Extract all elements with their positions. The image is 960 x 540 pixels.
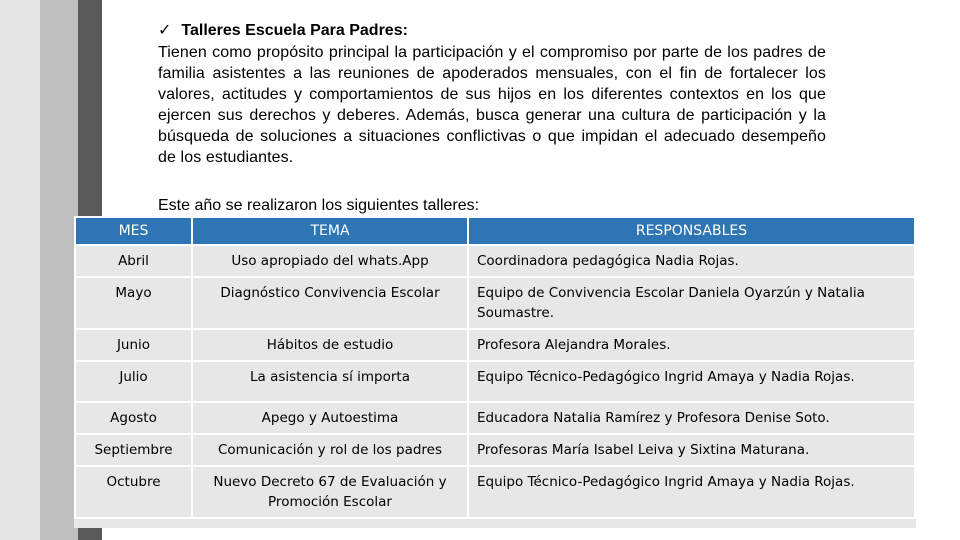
- cell-responsables: Equipo Técnico-Pedagógico Ingrid Amaya y Nadia Rojas.: [468, 466, 915, 518]
- decorative-stripe-light: [0, 0, 40, 540]
- table-row: [75, 434, 915, 466]
- heading-title: Talleres Escuela Para Padres:: [181, 22, 408, 39]
- cell-responsables: Equipo Técnico-Pedagógico Ingrid Amaya y Nadia Rojas.: [468, 361, 915, 402]
- header-responsables: RESPONSABLES: [468, 217, 915, 245]
- cell-mes: Julio: [75, 361, 192, 402]
- table-row: [75, 466, 915, 518]
- cell-tema: Comunicación y rol de los padres: [192, 434, 468, 466]
- cell-tema: Diagnóstico Convivencia Escolar: [192, 277, 468, 329]
- cell-tema: Uso apropiado del whats.App: [192, 245, 468, 277]
- cell-tema: Nuevo Decreto 67 de Evaluación y Promoción Escolar: [192, 466, 468, 518]
- cell-mes: Octubre: [75, 466, 192, 518]
- section-heading: [158, 20, 826, 42]
- table-header-row: [75, 217, 915, 245]
- header-tema: TEMA: [192, 217, 468, 245]
- cell-mes: Mayo: [75, 277, 192, 329]
- cell-tema: La asistencia sí importa: [192, 361, 468, 402]
- table-row: [75, 329, 915, 361]
- cell-mes: Abril: [75, 245, 192, 277]
- cell-responsables: Profesora Alejandra Morales.: [468, 329, 915, 361]
- table-row: [75, 245, 915, 277]
- cell-mes: Septiembre: [75, 434, 192, 466]
- cell-responsables: Coordinadora pedagógica Nadia Rojas.: [468, 245, 915, 277]
- workshops-table: [74, 216, 916, 519]
- text-block: [158, 20, 826, 168]
- checkmark-icon: ✓: [158, 22, 172, 39]
- workshops-table-container: [74, 216, 916, 528]
- intro-text: Este año se realizaron los siguientes talleres:: [158, 197, 480, 214]
- table-row: [75, 277, 915, 329]
- cell-tema: Hábitos de estudio: [192, 329, 468, 361]
- table-row: [75, 402, 915, 434]
- cell-mes: Junio: [75, 329, 192, 361]
- cell-responsables: Equipo de Convivencia Escolar Daniela Oyarzún y Natalia Soumastre.: [468, 277, 915, 329]
- header-mes: MES: [75, 217, 192, 245]
- table-row: [75, 361, 915, 402]
- cell-responsables: Profesoras María Isabel Leiva y Sixtina Maturana.: [468, 434, 915, 466]
- description-paragraph: Tienen como propósito principal la participación y el compromiso por parte de los padres de familia asistentes a las reuniones de apoderados mensuales, con el fin de fortalecer los valores, actitudes y comportamientos de sus hijos en los diferentes contextos en los que ejercen sus derechos y deberes. Además, busca generar una cultura de participación y la búsqueda de soluciones a situaciones conflictivas o que impidan el adecuado desempeño de los estudiantes.: [158, 44, 826, 166]
- cell-mes: Agosto: [75, 402, 192, 434]
- cell-responsables: Educadora Natalia Ramírez y Profesora Denise Soto.: [468, 402, 915, 434]
- cell-tema: Apego y Autoestima: [192, 402, 468, 434]
